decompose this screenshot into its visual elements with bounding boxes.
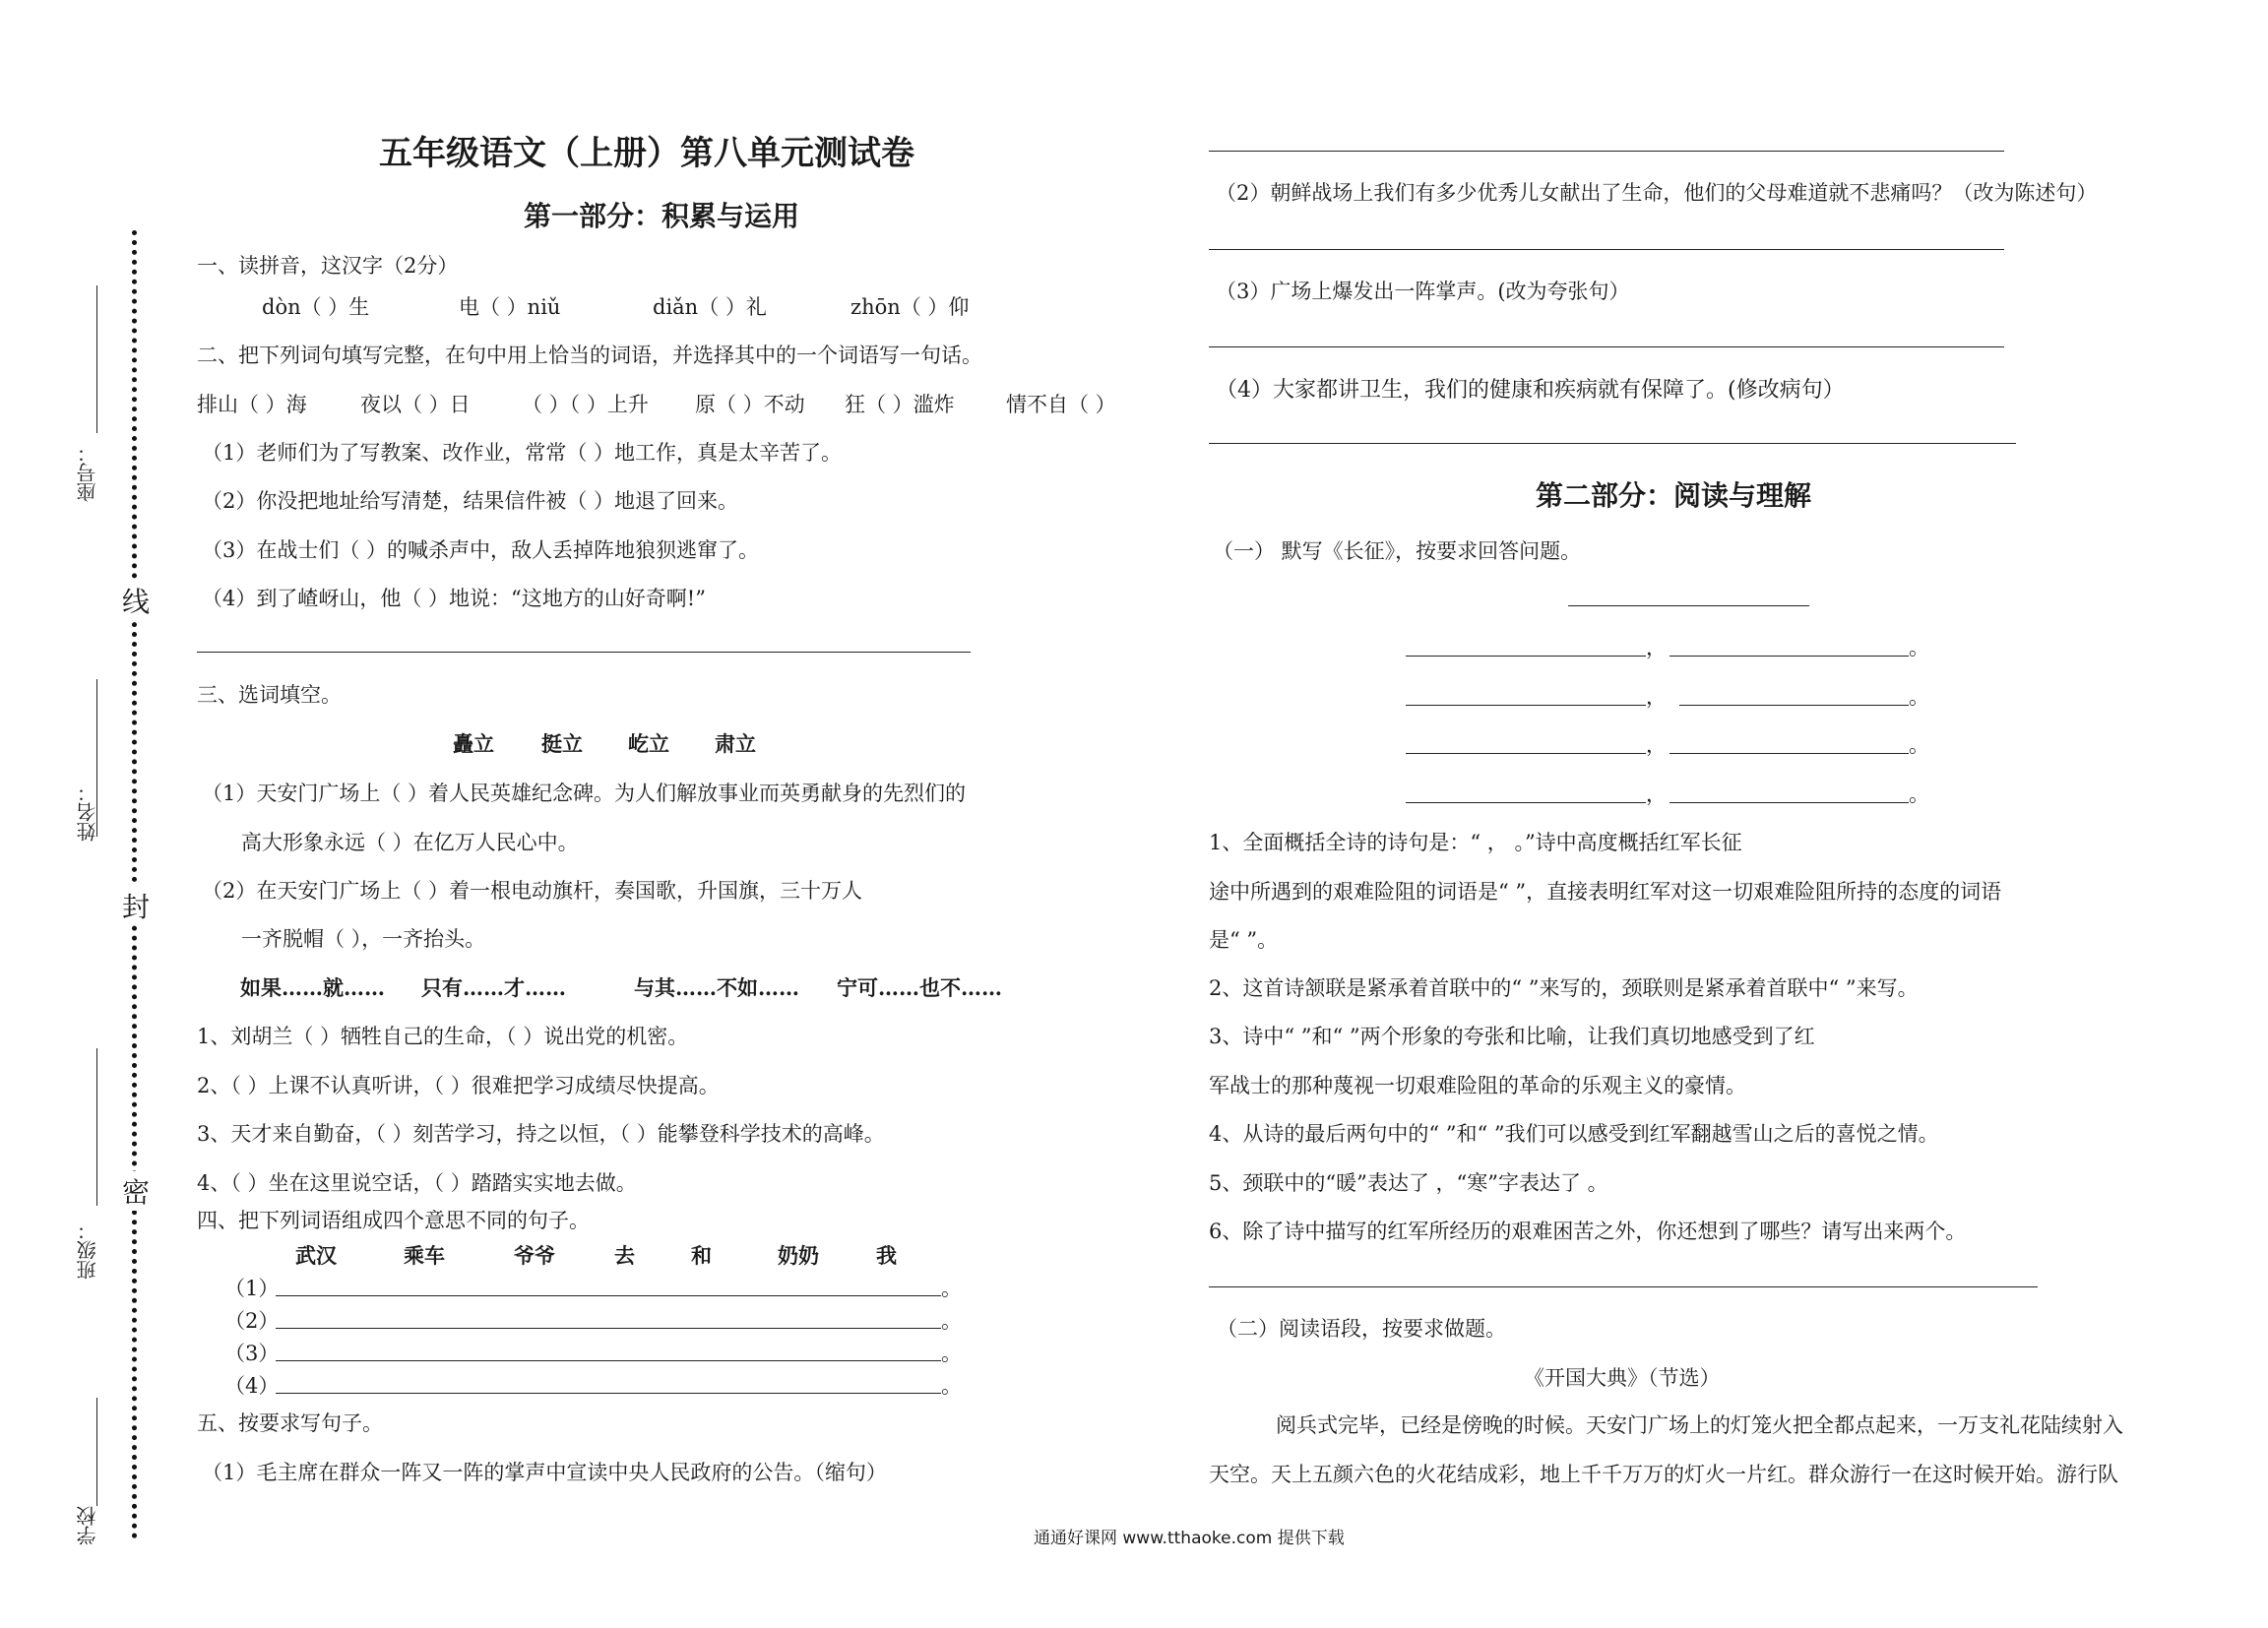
r2-label: （二）阅读语段，按要求做题。: [1217, 1317, 1506, 1341]
r1-label: （一） 默写《长征》，按要求回答问题。: [1213, 539, 1582, 563]
q4-num-2: （2）: [224, 1309, 280, 1333]
q2-idiom-1: 排山（ ）海: [197, 393, 307, 416]
q3-conj-line-3: 3、天才来自勤奋，（ ）刻苦学习，持之以恒，（ ）能攀登科学技术的高峰。: [197, 1122, 885, 1146]
reading-q2: 2、这首诗颔联是紧承着首联中的“ ”来写的，颈联则是紧承着首联中“ ”来写。: [1209, 976, 1919, 1000]
reading-q1-line-2: 途中所遇到的艰难险阻的词语是“ ”，直接表明红军对这一切艰难险阻所持的态度的词语: [1209, 880, 2002, 904]
reading-q3-line-2: 军战士的那种蔑视一切艰难险阻的革命的乐观主义的豪情。: [1209, 1074, 1746, 1097]
q4-word-2: 乘车: [404, 1243, 445, 1268]
q4-num-3: （3）: [224, 1342, 280, 1365]
seal-char-seal: 封: [122, 886, 150, 925]
reading-q1-line-3: 是“ ”。: [1209, 928, 1279, 952]
poem-title-line[interactable]: [1568, 605, 1809, 606]
q3-conj-line-4: 4、（ ）坐在这里说空话，（ ）踏踏实实地去做。: [197, 1171, 637, 1195]
passage-line-1: 阅兵式完毕，已经是傍晚的时候。天安门广场上的灯笼火把全都点起来，一万支礼花陆续射入: [1276, 1413, 2123, 1437]
q3-line-4: 一齐脱帽（ ），一齐抬头。: [241, 927, 486, 951]
reading-q1-line-1: 1、全面概括全诗的诗句是：“ ， 。”诗中高度概括红军长征: [1209, 831, 1742, 854]
part2-heading: 第二部分：阅读与理解: [1536, 479, 1812, 512]
q3-line-2: 高大形象永远（ ）在亿万人民心中。: [241, 831, 579, 854]
q3-label: 三、选词填空。: [197, 683, 342, 707]
reading-q5: 5、颈联中的“暖”表达了 ，“寒”字表达了 。: [1209, 1171, 1608, 1195]
q3-conj-line-1: 1、刘胡兰（ ）牺牲自己的生命，（ ）说出党的机密。: [197, 1025, 689, 1048]
q1-item-4: zhōn（ ）仰: [850, 295, 970, 319]
part1-heading: 第一部分：积累与运用: [524, 200, 800, 232]
poem-line-4b[interactable]: [1670, 802, 1909, 803]
poem-line-1a[interactable]: [1406, 656, 1646, 657]
poem-comma-3: ，: [1646, 733, 1667, 757]
s1-answer-line[interactable]: [1209, 151, 2004, 152]
poem-period-3: 。: [1909, 733, 1929, 757]
q4-label: 四、把下列词语组成四个意思不同的句子。: [197, 1209, 590, 1232]
poem-comma-2: ，: [1646, 685, 1667, 709]
q1-label: 一、读拼音，这汉字（2分）: [197, 254, 459, 278]
q4-word-7: 我: [876, 1243, 897, 1268]
q2-sentence-3: （3）在战士们（ ）的喊杀声中，敌人丢掉阵地狼狈逃窜了。: [202, 538, 760, 562]
reading-q4: 4、从诗的最后两句中的“ ”和“ ”我们可以感受到红军翻越雪山之后的喜悦之情。: [1209, 1122, 1939, 1146]
q4-end-4: 。: [941, 1374, 962, 1398]
q4-num-1: （1）: [224, 1277, 280, 1300]
q3-line-3: （2）在天安门广场上（ ）着一根电动旗杆，奏国歌，升国旗，三十万人: [202, 879, 863, 903]
q3-word-2: 挺立: [541, 731, 583, 756]
q2-idiom-3: （ ）（ ）上升: [522, 393, 649, 416]
q5-sentence-3: （3）广场上爆发出一阵掌声。(改为夸张句）: [1216, 280, 1630, 303]
q4-word-3: 爷爷: [514, 1243, 555, 1268]
q1-item-2: 电（ ）niǔ: [459, 295, 561, 319]
school-line[interactable]: [96, 1398, 97, 1506]
poem-line-3a[interactable]: [1406, 753, 1646, 754]
q2-sentence-4: （4）到了嵖岈山，他（ ）地说：“这地方的山好奇啊!”: [202, 587, 706, 610]
poem-line-2a[interactable]: [1406, 705, 1646, 706]
seal-char-secret: 密: [122, 1171, 150, 1211]
q3-line-1: （1）天安门广场上（ ）着人民英雄纪念碑。为人们解放事业而英勇献身的先烈们的: [202, 782, 967, 805]
s3-answer-line[interactable]: [1209, 346, 2004, 347]
q2-idiom-5: 狂（ ）滥炸: [845, 393, 955, 416]
q3-conj-2: 只有……才……: [421, 975, 566, 1000]
poem-period-2: 。: [1909, 685, 1929, 709]
q4-word-5: 和: [691, 1243, 712, 1268]
s2-answer-line[interactable]: [1209, 249, 2004, 250]
poem-line-2b[interactable]: [1679, 705, 1909, 706]
q4-num-4: （4）: [224, 1374, 280, 1398]
q4-end-1: 。: [941, 1277, 962, 1300]
q2-sentence-1: （1）老师们为了写教案、改作业，常常（ ）地工作，真是太辛苦了。: [202, 441, 843, 465]
q3-word-4: 肃立: [715, 731, 756, 756]
q2-answer-line[interactable]: [197, 652, 971, 653]
q5-sentence-4: （4）大家都讲卫生，我们的健康和疾病就有保障了。(修改病句）: [1216, 378, 1845, 403]
q2-idiom-2: 夜以（ ）日: [360, 393, 471, 416]
school-label: 学校: [76, 1506, 99, 1545]
q3-word-1: 矗立: [453, 731, 494, 756]
q4-answer-line-3[interactable]: [276, 1360, 941, 1361]
binding-dotted-line: [132, 230, 137, 1539]
q4-word-1: 武汉: [295, 1243, 337, 1268]
passage-line-2: 天空。天上五颜六色的火花结成彩，地上千千万万的灯火一片红。群众游行一在这时候开始。游行队: [1209, 1463, 2118, 1486]
s4-answer-line[interactable]: [1209, 443, 2016, 444]
q3-word-3: 屹立: [628, 731, 669, 756]
q3-conj-3: 与其……不如……: [634, 975, 799, 1000]
poem-period-4: 。: [1909, 783, 1929, 806]
reading-q6: 6、除了诗中描写的红军所经历的艰难困苦之外，你还想到了哪些？请写出来两个。: [1209, 1220, 1967, 1243]
reading-q3-line-1: 3、诗中“ ”和“ ”两个形象的夸张和比喻，让我们真切地感受到了红: [1209, 1025, 1815, 1048]
q2-idiom-6: 情不自（ ）: [1006, 393, 1116, 416]
q4-end-2: 。: [941, 1309, 962, 1333]
class-line[interactable]: [96, 1048, 97, 1206]
page-title: 五年级语文（上册）第八单元测试卷: [379, 134, 914, 173]
q4-answer-line-1[interactable]: [276, 1295, 941, 1296]
poem-comma-4: ，: [1646, 783, 1667, 806]
q4-end-3: 。: [941, 1342, 962, 1365]
q2-sentence-2: （2）你没把地址给写清楚，结果信件被（ ）地退了回来。: [202, 489, 739, 513]
poem-line-3b[interactable]: [1670, 753, 1909, 754]
q4-answer-line-2[interactable]: [276, 1328, 941, 1329]
q2-label: 二、把下列词句填写完整，在句中用上恰当的词语，并选择其中的一个词语写一句话。: [197, 344, 982, 367]
q4-word-6: 奶奶: [778, 1243, 819, 1268]
q2-idiom-4: 原（ ）不动: [695, 393, 805, 416]
q3-conj-line-2: 2、（ ）上课不认真听讲，（ ）很难把学习成绩尽快提高。: [197, 1074, 720, 1097]
poem-comma-1: ，: [1646, 636, 1667, 659]
class-label: 班级：: [76, 1221, 99, 1280]
passage-title: 《开国大典》（节选）: [1524, 1366, 1721, 1390]
reading-q6-answer-line[interactable]: [1209, 1286, 2038, 1287]
footer-credit: 通通好课网 www.tthaoke.com 提供下载: [1034, 1529, 1345, 1548]
q4-word-4: 去: [614, 1243, 635, 1268]
q5-sentence-1: （1）毛主席在群众一阵又一阵的掌声中宣读中央人民政府的公告。（缩句）: [202, 1461, 887, 1484]
poem-period-1: 。: [1909, 636, 1929, 659]
seat-label: 座号：: [76, 443, 99, 502]
poem-line-4a[interactable]: [1406, 802, 1646, 803]
q3-conj-4: 宁可……也不……: [837, 975, 1002, 1000]
poem-line-1b[interactable]: [1670, 656, 1909, 657]
q1-item-3: diǎn（ ）礼: [653, 295, 767, 319]
q4-answer-line-4[interactable]: [276, 1393, 941, 1394]
seat-line[interactable]: [96, 285, 97, 433]
q5-label: 五、按要求写句子。: [197, 1411, 383, 1435]
q5-sentence-2: （2）朝鲜战场上我们有多少优秀儿女献出了生命，他们的父母难道就不悲痛吗？（改为陈述句）: [1216, 181, 2098, 205]
q3-conj-1: 如果……就……: [240, 975, 385, 1000]
seal-char-line: 线: [122, 581, 150, 620]
name-label: 姓名：: [76, 783, 99, 842]
q1-item-1: dòn（ ）生: [262, 295, 370, 319]
